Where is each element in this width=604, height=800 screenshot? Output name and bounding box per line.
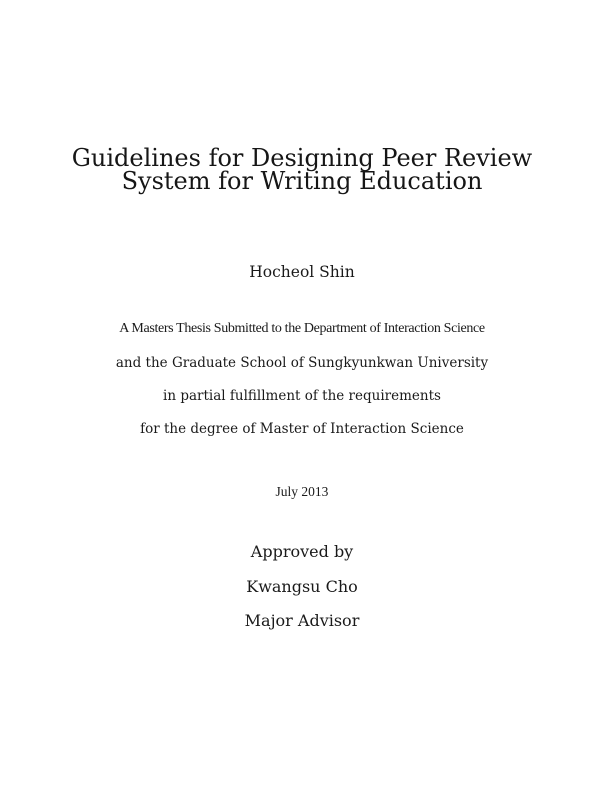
author-name: Hocheol Shin xyxy=(249,263,355,281)
advisor-role: Major Advisor xyxy=(244,611,360,630)
thesis-title-line-1: Guidelines for Designing Peer Review xyxy=(71,144,533,172)
thesis-title-line-2: System for Writing Education xyxy=(121,167,483,195)
submission-statement-line-2: and the Graduate School of Sungkyunkwan University xyxy=(115,355,489,371)
submission-statement-line-4: for the degree of Master of Interaction Science xyxy=(140,421,464,437)
advisor-name: Kwangsu Cho xyxy=(246,577,358,596)
submission-statement-line-3: in partial fulfillment of the requirements xyxy=(163,388,441,404)
submission-date: July 2013 xyxy=(275,484,329,499)
submission-statement-line-1: A Masters Thesis Submitted to the Department of Interaction Science xyxy=(119,321,485,336)
approved-by-label: Approved by xyxy=(250,542,354,561)
